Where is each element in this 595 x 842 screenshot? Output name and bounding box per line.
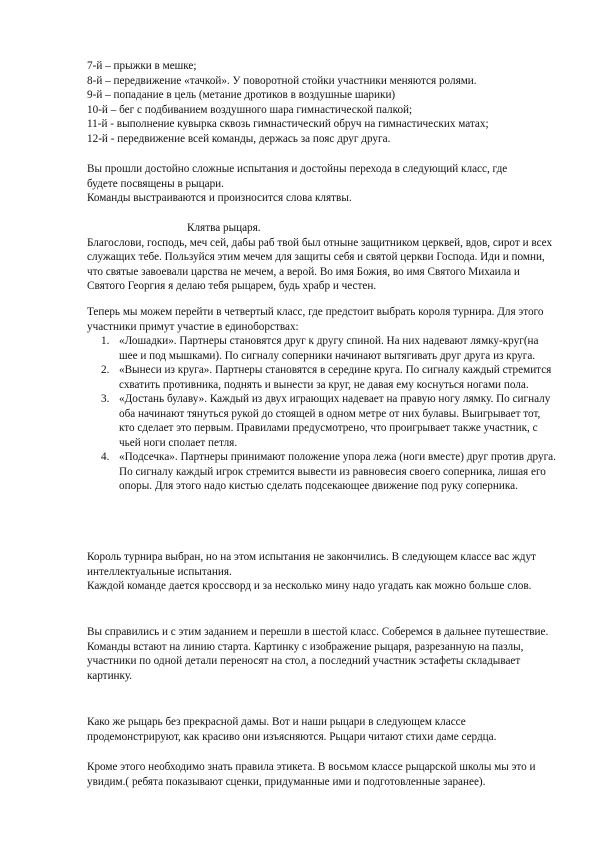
relay-item-7: 7-й – прыжки в мешке; [87, 60, 197, 72]
contest-number: 1. [101, 335, 110, 347]
contest-text: «Подсечка». Партнеры принимают положение упора лежа (ноги вместе) друг против друга. По сигналу каждый игрок стремится вывести из равновесия своего соперника, лишая его опоры. Для этого надо кистью сделать подсекающее движение под руку соперника. [119, 451, 556, 492]
lady-section [87, 715, 557, 744]
transition-line-3: Команды выстраиваются и произносится слова клятвы. [87, 192, 352, 204]
transition-line-1: Вы прошли достойно сложные испытания и достойны перехода в следующий класс, где [87, 163, 508, 175]
oath-title: Клятва рыцаря. [187, 222, 261, 234]
contest-text: «Лошадки». Партнеры становятся друг к другу спиной. На них надевают лямку-круг(на шее и под мышками). По сигналу соперники начинают вытягивать друг друга из круга. [119, 335, 539, 362]
sixth-class-text-1: Вы справились и с этим заданием и перешли в шестой класс. Соберемся в дальнее путешествие. [87, 626, 549, 638]
king-section [87, 550, 557, 594]
contest-item [87, 334, 557, 363]
sixth-class-text-2: Команды встают на линию старта. Картинку с изображение рыцаря, разрезанную на пазлы, участники по одной детали переносят на стол, а последний участник эстафеты складывает картинку. [87, 640, 524, 682]
contest-text: «Достань булаву». Каждый из двух играющих надевает на правую ногу лямку. По сигналу оба начинают тянуться рукой до стоящей в одном метре от них булавы. Выигрывает тот, кто сделает это первым. Правилами предусмотрено, что проигрывает также участник, с чьей ноги сполает петля. [119, 393, 551, 449]
contest-item [87, 392, 557, 450]
etiquette-section [87, 760, 557, 789]
contest-text: «Вынеси из круга». Партнеры становятся в середине круга. По сигналу каждый стремится схватить противника, поднять и вынести за круг, не давая ему коснуться ногами пола. [119, 364, 552, 391]
contest-number: 3. [101, 393, 110, 405]
transition-line-2: будете посвящены в рыцари. [87, 177, 224, 190]
king-text-1: Король турнира выбран, но на этом испытания не закончились. В следующем классе вас ждут интеллектуальные испытания. [87, 551, 536, 578]
fourth-class-section [87, 305, 557, 494]
king-text-2: Каждой команде дается кроссворд и за несколько мину надо угадать как можно больше слов. [87, 580, 532, 592]
lady-text: Како же рыцарь без прекрасной дамы. Вот и наши рыцари в следующем классе продемонстрируют, как красиво они изъясняются. Рыцари читают стихи даме сердца. [87, 716, 497, 743]
contest-list [87, 334, 557, 494]
sixth-class-section [87, 625, 557, 683]
oath-text: Благослови, господь, меч сей, дабы раб твой был отныне защитником церквей, вдов, сирот и всех служащих тебе. Пользуйся этим мечем для защиты себя и святой церкви Господа. Иди и помни, что святые завоевали царства не мечем, а верой. Во имя Божия, во имя Святого Михаила и Святого Георгия я делаю тебя рыцарем, будь храбр и честен. [87, 236, 553, 292]
contest-item [87, 450, 557, 494]
contest-number: 2. [101, 364, 110, 376]
contest-item [87, 363, 557, 392]
etiquette-text: Кроме этого необходимо знать правила этикета. В восьмом классе рыцарской школы мы это и увидим.( ребята показывают сценки, придуманные ими и подготовленные заранее). [87, 761, 536, 788]
relay-item-12: 12-й - передвижение всей команды, держась за пояс друг друга. [87, 132, 391, 145]
relay-item-8: 8-й – передвижение «тачкой». У поворотной стойки участники меняются ролями. [87, 74, 477, 87]
contest-number: 4. [101, 451, 110, 463]
relay-item-11: 11-й - выполнение кувырка сквозь гимнастический обруч на гимнастических матах; [87, 118, 489, 130]
relay-list [87, 59, 557, 146]
relay-item-10: 10-й – бег с подбиванием воздушного шара гимнастической палкой; [87, 103, 413, 116]
fourth-class-intro: Теперь мы можем перейти в четвертый класс, где предстоит выбрать короля турнира. Для этого участники примут участие в единоборствах: [87, 306, 544, 333]
oath-section [87, 221, 557, 294]
relay-item-9: 9-й – попадание в цель (метание дротиков в воздушные шарики) [87, 89, 396, 101]
transition-paragraph [87, 162, 557, 206]
